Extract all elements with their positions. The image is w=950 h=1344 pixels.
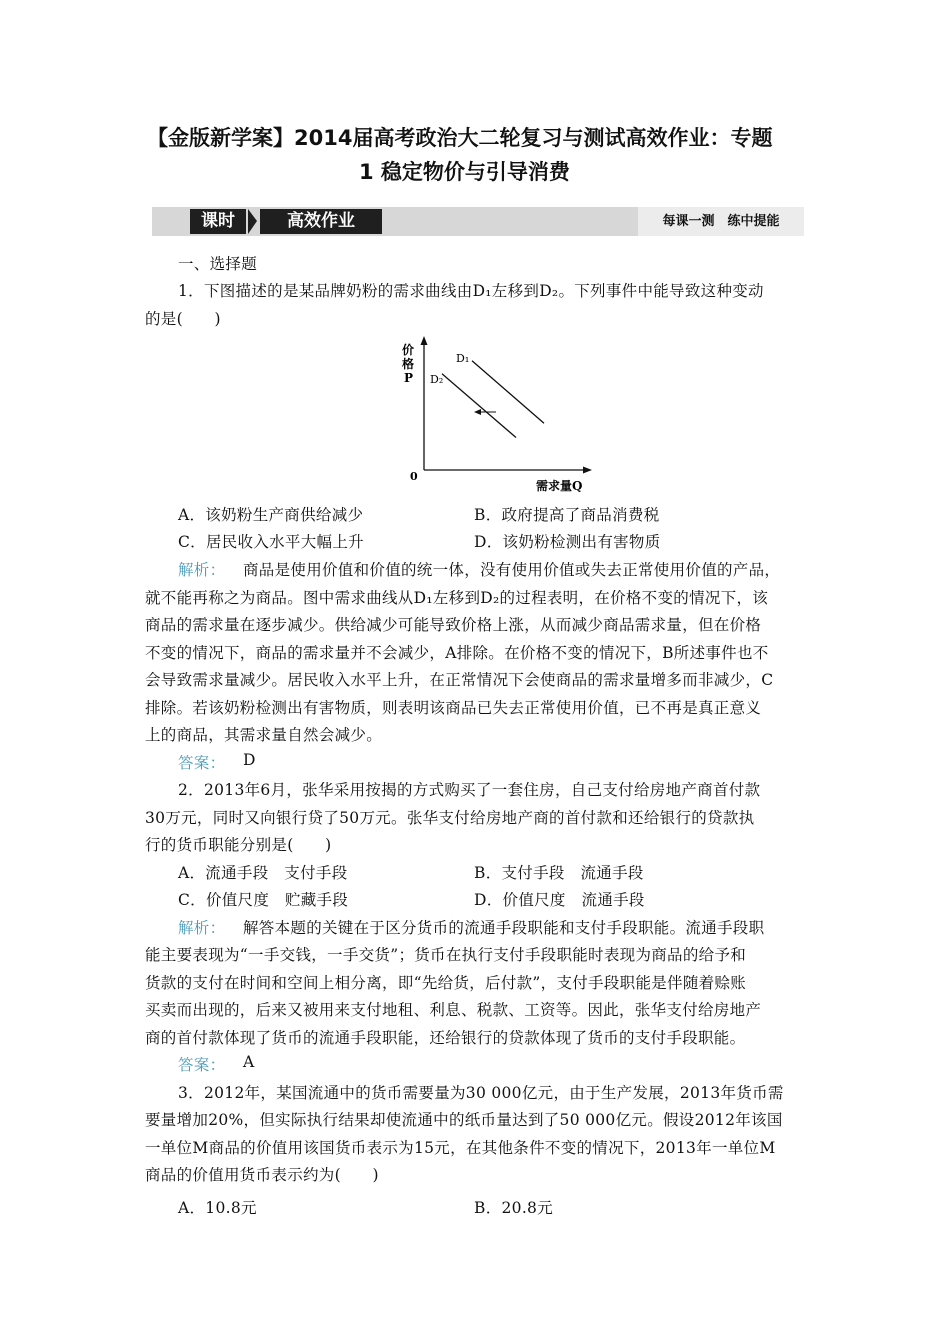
q1-stem-line1: 1．下图描述的是某品牌奶粉的需求曲线由D₁左移到D₂。下列事件中能导致这种变动 (178, 282, 764, 300)
q2-stem-line3: 行的货币职能分别是( ) (145, 836, 332, 854)
q1-option-b: B．政府提高了商品消费税 (474, 506, 660, 524)
q2-stem-line2: 30万元，同时又向银行贷了50万元。张华支付给房地产商的首付款和还给银行的贷款执 (145, 809, 755, 827)
q2-option-a: A．流通手段 支付手段 (178, 864, 348, 882)
q2-analysis-line5: 商的首付款体现了货币的流通手段职能，还给银行的贷款体现了货币的支付手段职能。 (145, 1029, 746, 1047)
q2-answer-label: 答案： (178, 1056, 226, 1074)
q1-option-a: A．该奶粉生产商供给减少 (178, 506, 364, 524)
d2-label: D₂ (430, 373, 444, 386)
q1-analysis-line4: 不变的情况下，商品的需求量并不会减少，A排除。在价格不变的情况下，B所述事件也不 (145, 644, 769, 662)
q3-option-b: B．20.8元 (474, 1199, 554, 1217)
q2-analysis-line1: 解答本题的关键在于区分货币的流通手段职能和支付手段职能。流通手段职 (243, 919, 765, 937)
q3-stem-line4: 商品的价值用货币表示约为( ) (145, 1166, 379, 1184)
y-axis-arrow-icon (421, 336, 428, 345)
q1-analysis-line1: 商品是使用价值和价值的统一体，没有使用价值或失去正常使用价值的产品， (243, 561, 781, 579)
q2-analysis-line4: 买卖而出现的，后来又被用来支付地租、利息、税款、工资等。因此，张华支付给房地产 (145, 1001, 762, 1019)
banner-middle-label: 高效作业 (260, 209, 382, 234)
q1-answer-label: 答案： (178, 754, 226, 772)
section-heading: 一、选择题 (178, 255, 258, 273)
origin-label: 0 (410, 470, 418, 483)
doc-title-line2: 1 稳定物价与引导消费 (359, 160, 570, 184)
q1-analysis-label: 解析： (178, 561, 226, 579)
q1-option-d: D．该奶粉检测出有害物质 (474, 533, 661, 551)
shift-arrow-icon (474, 409, 481, 415)
q3-stem-line1: 3．2012年，某国流通中的货币需要量为30 000亿元，由于生产发展，2013年货币需 (178, 1084, 784, 1102)
q2-option-d: D．价值尺度 流通手段 (474, 891, 645, 909)
demand-curve-chart (390, 330, 600, 500)
x-axis-arrow-icon (583, 467, 592, 474)
q2-stem-line1: 2．2013年6月，张华采用按揭的方式购买了一套住房，自己支付给房地产商首付款 (178, 781, 761, 799)
y-label-char-3: P (404, 371, 414, 385)
demand-curve-2 (442, 374, 516, 438)
y-label-char-1: 价 (402, 343, 415, 357)
q1-option-c: C．居民收入水平大幅上升 (178, 533, 364, 551)
d1-label: D₁ (456, 352, 470, 365)
section-banner (152, 207, 804, 236)
q2-option-b: B．支付手段 流通手段 (474, 864, 644, 882)
banner-right-label: 每课一测 练中提能 (638, 207, 804, 236)
q1-analysis-line3: 商品的需求量在逐步减少。供给减少可能导致价格上涨，从而减少商品需求量，但在价格 (145, 616, 762, 634)
banner-left-label: 课时 (190, 209, 246, 234)
q3-stem-line3: 一单位M商品的价值用该国货币表示为15元，在其他条件不变的情况下，2013年一单位M (145, 1139, 776, 1157)
y-label-char-2: 格 (402, 357, 415, 371)
q3-option-a: A．10.8元 (178, 1199, 257, 1217)
banner-chevron-icon (248, 209, 257, 234)
q3-stem-line2: 要量增加20%，但实际执行结果却使流通中的纸币量达到了50 000亿元。假设2012年该国 (145, 1111, 783, 1129)
q1-analysis-line6: 排除。若该奶粉检测出有害物质，则表明该商品已失去正常使用价值，已不再是真正意义 (145, 699, 762, 717)
q1-analysis-line5: 会导致需求量减少。居民收入水平上升，在正常情况下会使商品的需求量增多而非减少，C (145, 671, 774, 689)
x-axis-label: 需求量Q (536, 479, 583, 493)
q1-analysis-line7: 上的商品，其需求量自然会减少。 (145, 726, 383, 744)
q2-option-c: C．价值尺度 贮藏手段 (178, 891, 349, 909)
q2-analysis-line2: 能主要表现为“一手交钱，一手交货”；货币在执行支付手段职能时表现为商品的给予和 (145, 946, 747, 964)
doc-title-line1: 【金版新学案】2014届高考政治大二轮复习与测试高效作业：专题 (147, 126, 773, 150)
q2-answer-value: A (243, 1053, 255, 1071)
q2-analysis-label: 解析： (178, 919, 226, 937)
q2-analysis-line3: 货款的支付在时间和空间上相分离，即“先给货，后付款”，支付手段职能是伴随着赊账 (145, 974, 747, 992)
demand-curve-1 (472, 361, 544, 423)
q1-stem-line2: 的是( ) (145, 310, 221, 328)
q1-answer-value: D (243, 751, 256, 769)
q1-analysis-line2: 就不能再称之为商品。图中需求曲线从D₁左移到D₂的过程表明，在价格不变的情况下，该 (145, 589, 769, 607)
